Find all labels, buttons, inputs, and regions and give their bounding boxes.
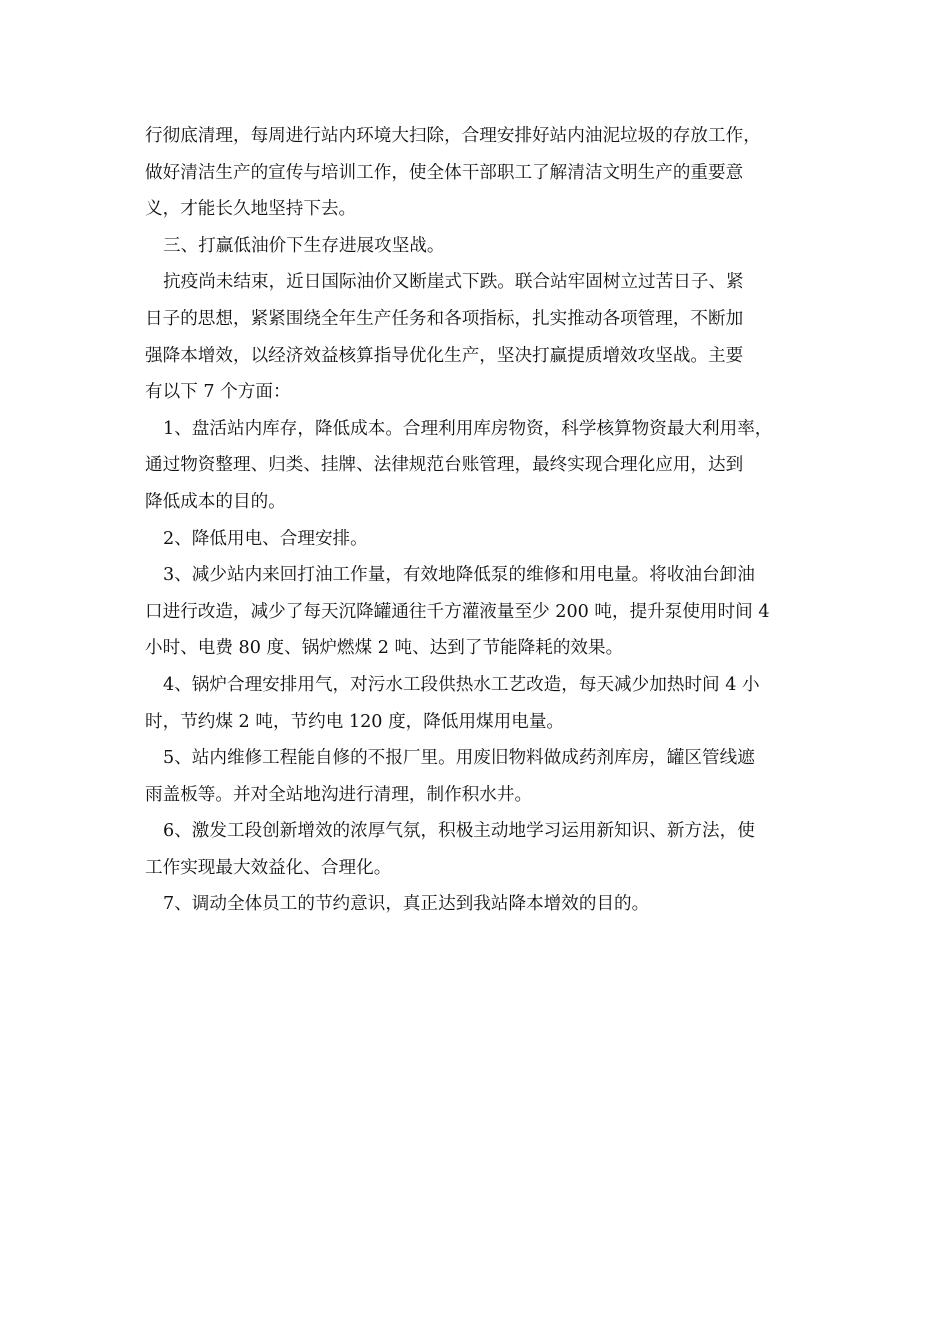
body-line: 小时、电费 80 度、锅炉燃煤 2 吨、达到了节能降耗的效果。 — [145, 638, 624, 659]
list-item: 2、降低用电、合理安排。 — [163, 528, 368, 549]
body-line: 行彻底清理，每周进行站内环境大扫除，合理安排好站内油泥垃圾的存放工作， — [145, 126, 761, 146]
list-item: 5、站内维修工程能自修的不报厂里。用废旧物料做成药剂库房，罐区管线遮 — [163, 748, 755, 769]
list-item: 3、减少站内来回打油工作量，有效地降低泵的维修和用电量。将收油台卸油 — [163, 565, 755, 586]
body-line: 降低成本的目的。 — [145, 491, 286, 512]
body-line: 强降本增效，以经济效益核算指导优化生产，坚决打赢提质增效攻坚战。主要 — [145, 345, 744, 366]
list-item: 7、调动全体员工的节约意识，真正达到我站降本增效的目的。 — [163, 894, 650, 915]
body-line: 义，才能长久地坚持下去。 — [145, 199, 357, 220]
body-line: 雨盖板等。并对全站地沟进行清理，制作积水井。 — [145, 784, 533, 805]
body-line: 通过物资整理、归类、挂牌、法律规范台账管理，最终实现合理化应用，达到 — [145, 455, 744, 476]
body-line: 做好清洁生产的宣传与培训工作，使全体干部职工了解清洁文明生产的重要意 — [145, 162, 744, 183]
body-line: 有以下 7 个方面： — [145, 382, 291, 403]
list-item: 6、激发工段创新增效的浓厚气氛，积极主动地学习运用新知识、新方法，使 — [163, 821, 755, 842]
body-line: 时，节约煤 2 吨，节约电 120 度，降低用煤用电量。 — [145, 711, 565, 732]
list-item: 4、锅炉合理安排用气，对污水工段供热水工艺改造，每天减少加热时间 4 小 — [163, 674, 760, 695]
list-item: 1、盘活站内库存，降低成本。合理利用库房物资，科学核算物资最大利用率， — [163, 418, 773, 439]
body-line: 工作实现最大效益化、合理化。 — [145, 857, 392, 878]
document-body — [145, 118, 817, 923]
section-heading: 三、打赢低油价下生存进展攻坚战。 — [163, 235, 445, 256]
body-line: 抗疫尚未结束，近日国际油价又断崖式下跌。联合站牢固树立过苦日子、紧 — [163, 272, 744, 293]
body-line: 日子的思想，紧紧围绕全年生产任务和各项指标，扎实推动各项管理，不断加 — [145, 308, 744, 329]
body-line: 口进行改造，减少了每天沉降罐通往千方灌液量至少 200 吨，提升泵使用时间 4 — [145, 601, 770, 622]
